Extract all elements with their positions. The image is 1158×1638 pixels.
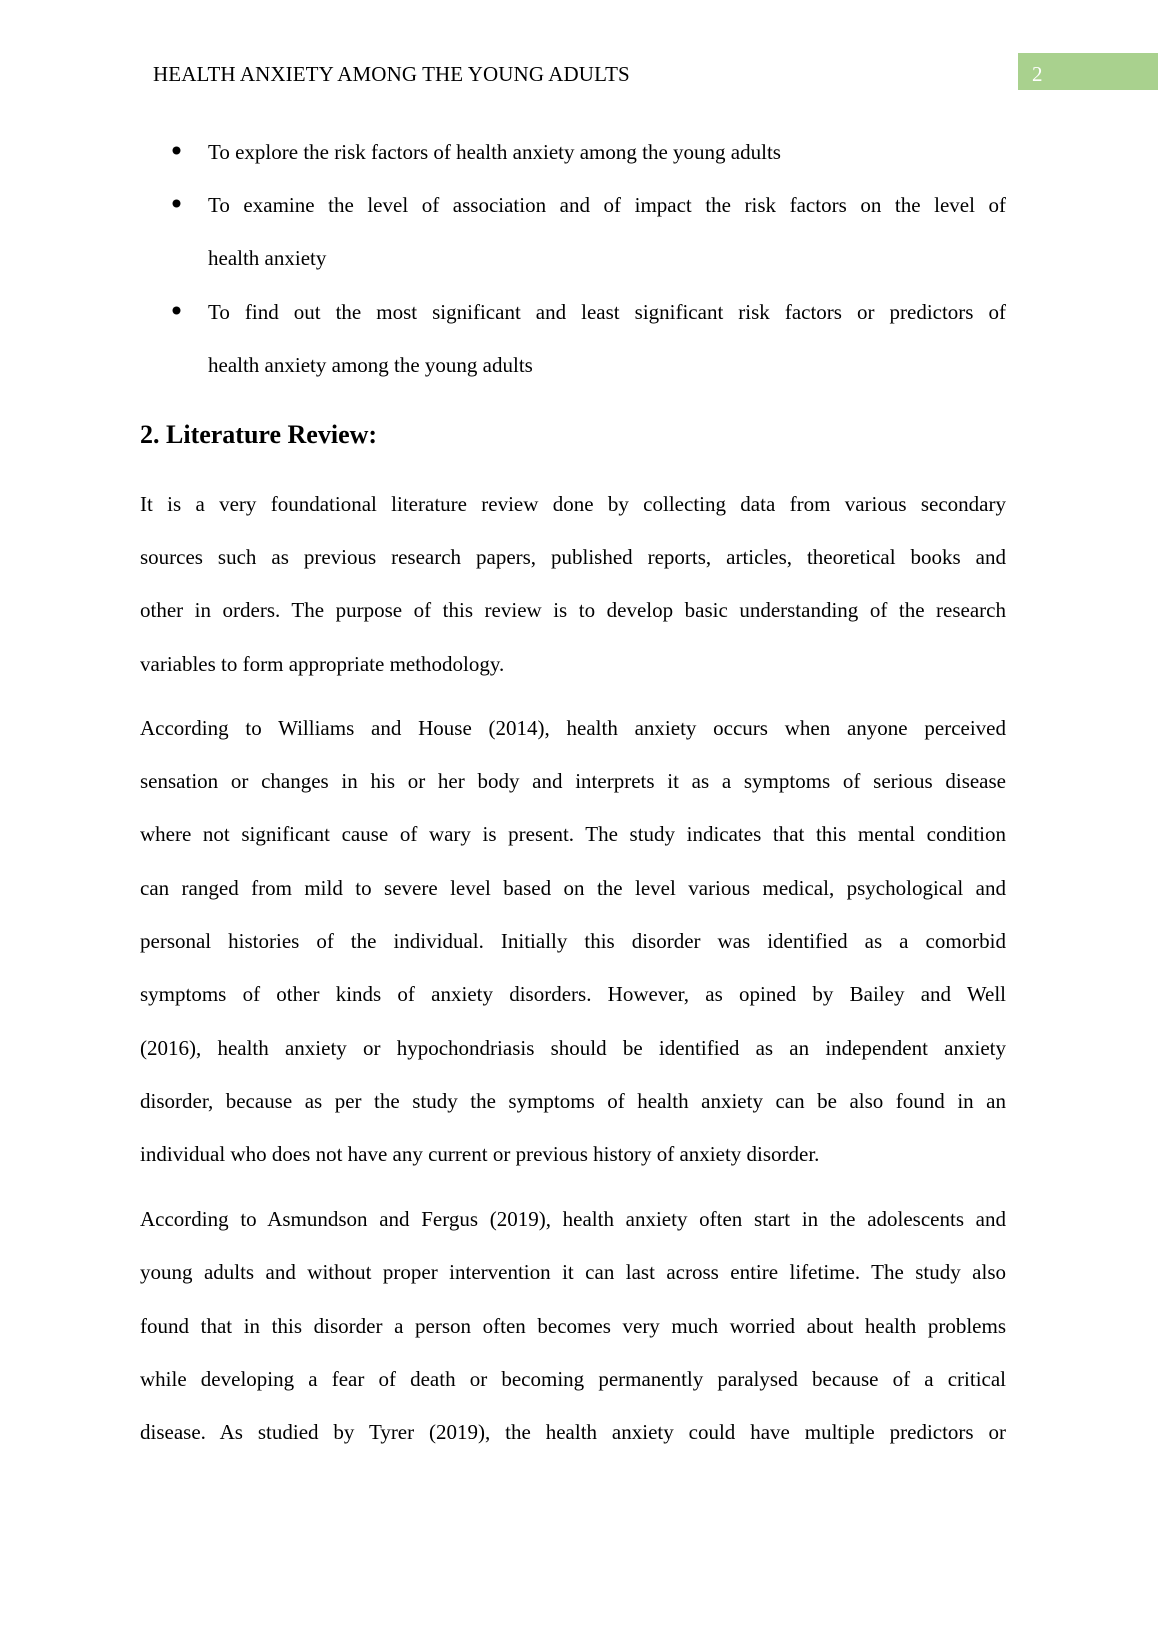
bullet-dot-icon [172, 306, 184, 318]
paragraph-line: According to Williams and House (2014), health anxiety occurs when anyone perceived [140, 716, 1006, 740]
bullet-dot-icon [172, 199, 184, 211]
page-number-box [1018, 53, 1158, 90]
running-header-title: HEALTH ANXIETY AMONG THE YOUNG ADULTS [153, 62, 630, 86]
bullet-dot-icon [172, 146, 184, 158]
paragraph-line: According to Asmundson and Fergus (2019), health anxiety often start in the adolescents and [140, 1207, 1006, 1231]
paragraph-line: while developing a fear of death or becoming permanently paralysed because of a critical [140, 1367, 1006, 1391]
page-number: 2 [1032, 62, 1043, 86]
bullet-line: To explore the risk factors of health anxiety among the young adults [208, 140, 781, 164]
paragraph-line: symptoms of other kinds of anxiety disorders. However, as opined by Bailey and Well [140, 982, 1006, 1006]
section-heading: 2. Literature Review: [140, 420, 378, 449]
paragraph-line: can ranged from mild to severe level based on the level various medical, psychological and [140, 876, 1006, 900]
bullet-line: health anxiety [208, 246, 327, 270]
paragraph-line: personal histories of the individual. Initially this disorder was identified as a comorbid [140, 929, 1006, 953]
bullet-line: To find out the most significant and least significant risk factors or predictors of [208, 300, 1006, 324]
paragraph-line: (2016), health anxiety or hypochondriasis should be identified as an independent anxiety [140, 1036, 1006, 1060]
paragraph-line: sources such as previous research papers, published reports, articles, theoretical books and [140, 545, 1006, 569]
paragraph-line: where not significant cause of wary is present. The study indicates that this mental condition [140, 822, 1006, 846]
paragraph-line: variables to form appropriate methodology. [140, 652, 505, 676]
paragraph-line: disorder, because as per the study the symptoms of health anxiety can be also found in an [140, 1089, 1006, 1113]
paragraph-line: found that in this disorder a person often becomes very much worried about health problems [140, 1314, 1006, 1338]
paragraph-line: sensation or changes in his or her body and interprets it as a symptoms of serious disease [140, 769, 1006, 793]
paragraph-line: young adults and without proper intervention it can last across entire lifetime. The study also [140, 1260, 1006, 1284]
paragraph-line: It is a very foundational literature review done by collecting data from various secondary [140, 492, 1006, 516]
paragraph-line: disease. As studied by Tyrer (2019), the health anxiety could have multiple predictors or [140, 1420, 1006, 1444]
bullet-line: health anxiety among the young adults [208, 353, 533, 377]
paragraph-line: other in orders. The purpose of this review is to develop basic understanding of the research [140, 598, 1006, 622]
paragraph-line: individual who does not have any current or previous history of anxiety disorder. [140, 1142, 820, 1166]
bullet-line: To examine the level of association and of impact the risk factors on the level of [208, 193, 1006, 217]
